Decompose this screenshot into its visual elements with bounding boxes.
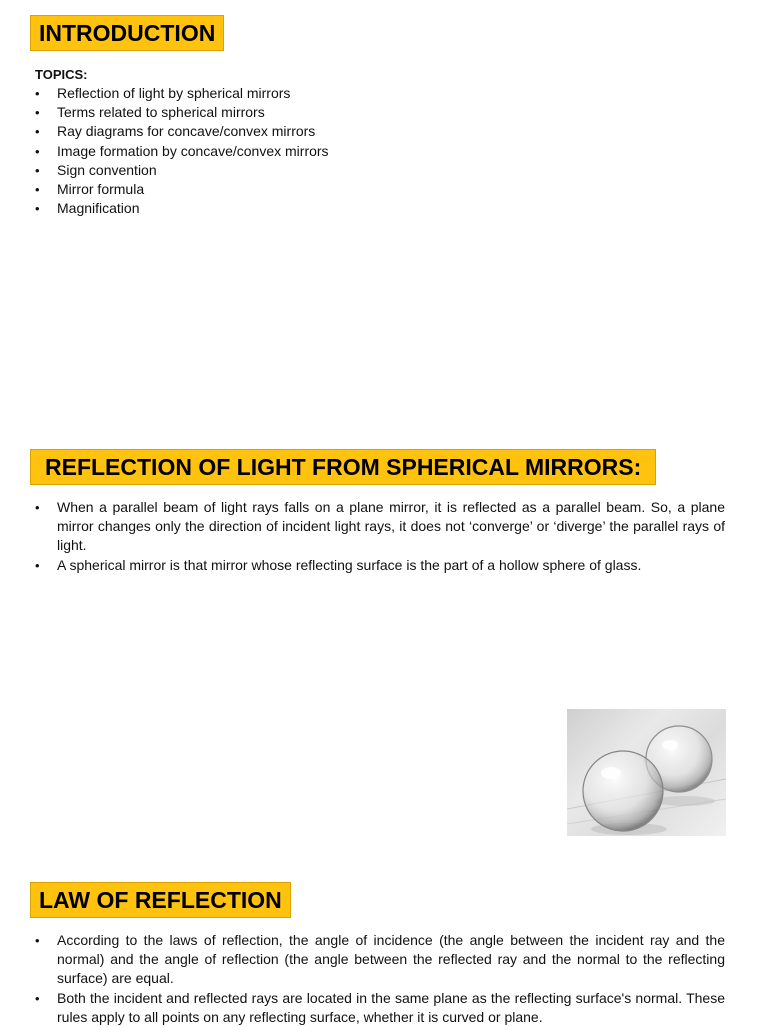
list-item: • According to the laws of reflection, the angle of incidence (the angle between the incident ray and the normal) and the angle of reflection (the angle between the reflected ray and the normal to the reflecting surface) are equal. <box>35 931 725 989</box>
intro-heading: INTRODUCTION <box>30 15 224 51</box>
list-item: • When a parallel beam of light rays falls on a plane mirror, it is reflected as a parallel beam. So, a plane mirror changes only the direction of incident light rays, it does not ‘converge’ or ‘diverge’ the parallel rays of light. <box>35 498 725 556</box>
list-item: • A spherical mirror is that mirror whose reflecting surface is the part of a hollow sphere of glass. <box>35 556 725 575</box>
topics-list <box>35 84 535 218</box>
glass-spheres-image <box>567 709 726 836</box>
list-item: • Both the incident and reflected rays are located in the same plane as the reflecting surface's normal. These rules apply to all points on any reflecting surface, whether it is curved or plane. <box>35 989 725 1027</box>
list-item: • Mirror formula <box>35 180 535 199</box>
list-item: • Image formation by concave/convex mirrors <box>35 142 535 161</box>
list-item: • Ray diagrams for concave/convex mirrors <box>35 122 535 141</box>
topics-label: TOPICS: <box>35 67 88 82</box>
glass-spheres-photo <box>567 709 726 836</box>
reflection-heading: REFLECTION OF LIGHT FROM SPHERICAL MIRRORS: <box>30 449 656 485</box>
list-item: • Reflection of light by spherical mirrors <box>35 84 535 103</box>
reflection-list <box>35 498 725 575</box>
law-heading: LAW OF REFLECTION <box>30 882 291 918</box>
list-item: • Terms related to spherical mirrors <box>35 103 535 122</box>
law-list <box>35 931 725 1027</box>
list-item: • Magnification <box>35 199 535 218</box>
list-item: • Sign convention <box>35 161 535 180</box>
